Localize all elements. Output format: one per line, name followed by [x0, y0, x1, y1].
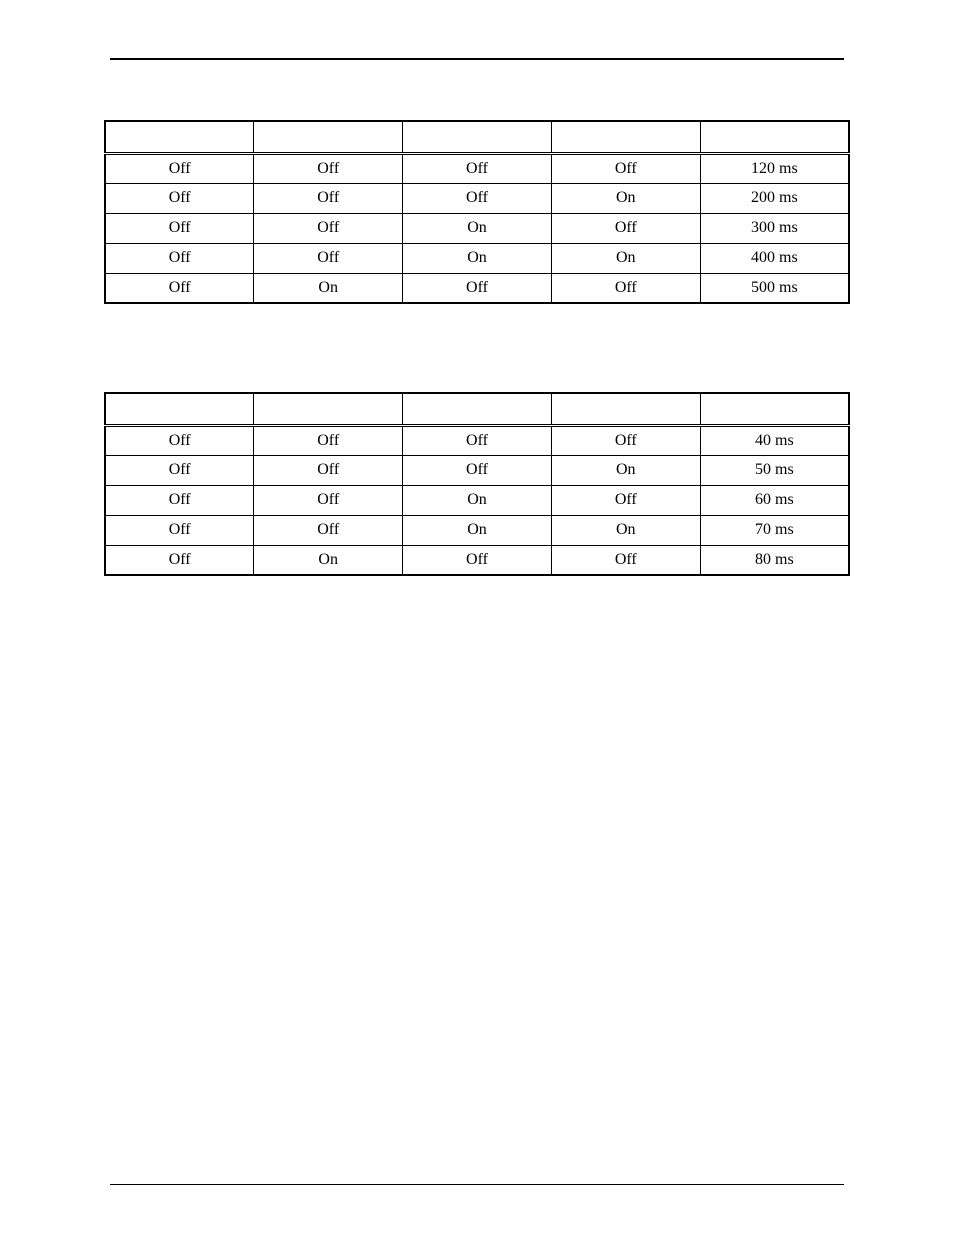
- column-header: [700, 393, 849, 425]
- table-cell: Off: [254, 183, 403, 213]
- table-cell: Off: [551, 213, 700, 243]
- table-cell: 40 ms: [700, 425, 849, 455]
- column-header: [105, 393, 254, 425]
- table-cell: 60 ms: [700, 485, 849, 515]
- table-row: [105, 273, 849, 303]
- table-cell: 300 ms: [700, 213, 849, 243]
- column-header: [403, 121, 552, 153]
- table-cell: On: [403, 213, 552, 243]
- table-header-row: [105, 121, 849, 153]
- column-header: [700, 121, 849, 153]
- column-header: [551, 393, 700, 425]
- table-header-row: [105, 393, 849, 425]
- table-cell: Off: [254, 515, 403, 545]
- table-row: [105, 213, 849, 243]
- table-cell: Off: [403, 545, 552, 575]
- header-rule: [110, 58, 844, 60]
- table-cell: On: [551, 183, 700, 213]
- table-cell: Off: [551, 273, 700, 303]
- table-cell: On: [254, 545, 403, 575]
- delay-settings-table-2: [104, 392, 850, 576]
- table-cell: Off: [105, 515, 254, 545]
- table-row: [105, 545, 849, 575]
- table-cell: 50 ms: [700, 455, 849, 485]
- table-cell: Off: [105, 455, 254, 485]
- table-cell: Off: [105, 545, 254, 575]
- table-cell: 400 ms: [700, 243, 849, 273]
- table-cell: Off: [403, 153, 552, 183]
- table-cell: Off: [105, 425, 254, 455]
- table-cell: On: [551, 243, 700, 273]
- table-cell: Off: [551, 545, 700, 575]
- table-cell: Off: [254, 425, 403, 455]
- table-cell: Off: [105, 183, 254, 213]
- table-cell: Off: [551, 425, 700, 455]
- table-cell: Off: [105, 485, 254, 515]
- table-cell: On: [551, 455, 700, 485]
- table-cell: Off: [254, 153, 403, 183]
- table-cell: Off: [105, 243, 254, 273]
- table-row: [105, 485, 849, 515]
- footer-rule: [110, 1184, 844, 1185]
- table-row: [105, 153, 849, 183]
- table-cell: 120 ms: [700, 153, 849, 183]
- table-cell: 500 ms: [700, 273, 849, 303]
- table-cell: Off: [551, 153, 700, 183]
- table-row: [105, 243, 849, 273]
- column-header: [254, 393, 403, 425]
- table-cell: Off: [551, 485, 700, 515]
- table-cell: Off: [403, 183, 552, 213]
- column-header: [403, 393, 552, 425]
- table-cell: On: [551, 515, 700, 545]
- table-cell: On: [254, 273, 403, 303]
- table-cell: 70 ms: [700, 515, 849, 545]
- table-cell: Off: [254, 243, 403, 273]
- table-cell: Off: [403, 425, 552, 455]
- table-cell: 200 ms: [700, 183, 849, 213]
- table-cell: 80 ms: [700, 545, 849, 575]
- table-row: [105, 515, 849, 545]
- delay-settings-table-1: [104, 120, 850, 304]
- table-row: [105, 183, 849, 213]
- table-cell: On: [403, 485, 552, 515]
- table-row: [105, 425, 849, 455]
- column-header: [105, 121, 254, 153]
- table-cell: Off: [105, 273, 254, 303]
- column-header: [254, 121, 403, 153]
- table-cell: On: [403, 243, 552, 273]
- column-header: [551, 121, 700, 153]
- table-cell: On: [403, 515, 552, 545]
- table-cell: Off: [105, 213, 254, 243]
- table-cell: Off: [254, 213, 403, 243]
- table-cell: Off: [254, 455, 403, 485]
- table-row: [105, 455, 849, 485]
- table-cell: Off: [105, 153, 254, 183]
- table-cell: Off: [403, 455, 552, 485]
- table-cell: Off: [403, 273, 552, 303]
- table-cell: Off: [254, 485, 403, 515]
